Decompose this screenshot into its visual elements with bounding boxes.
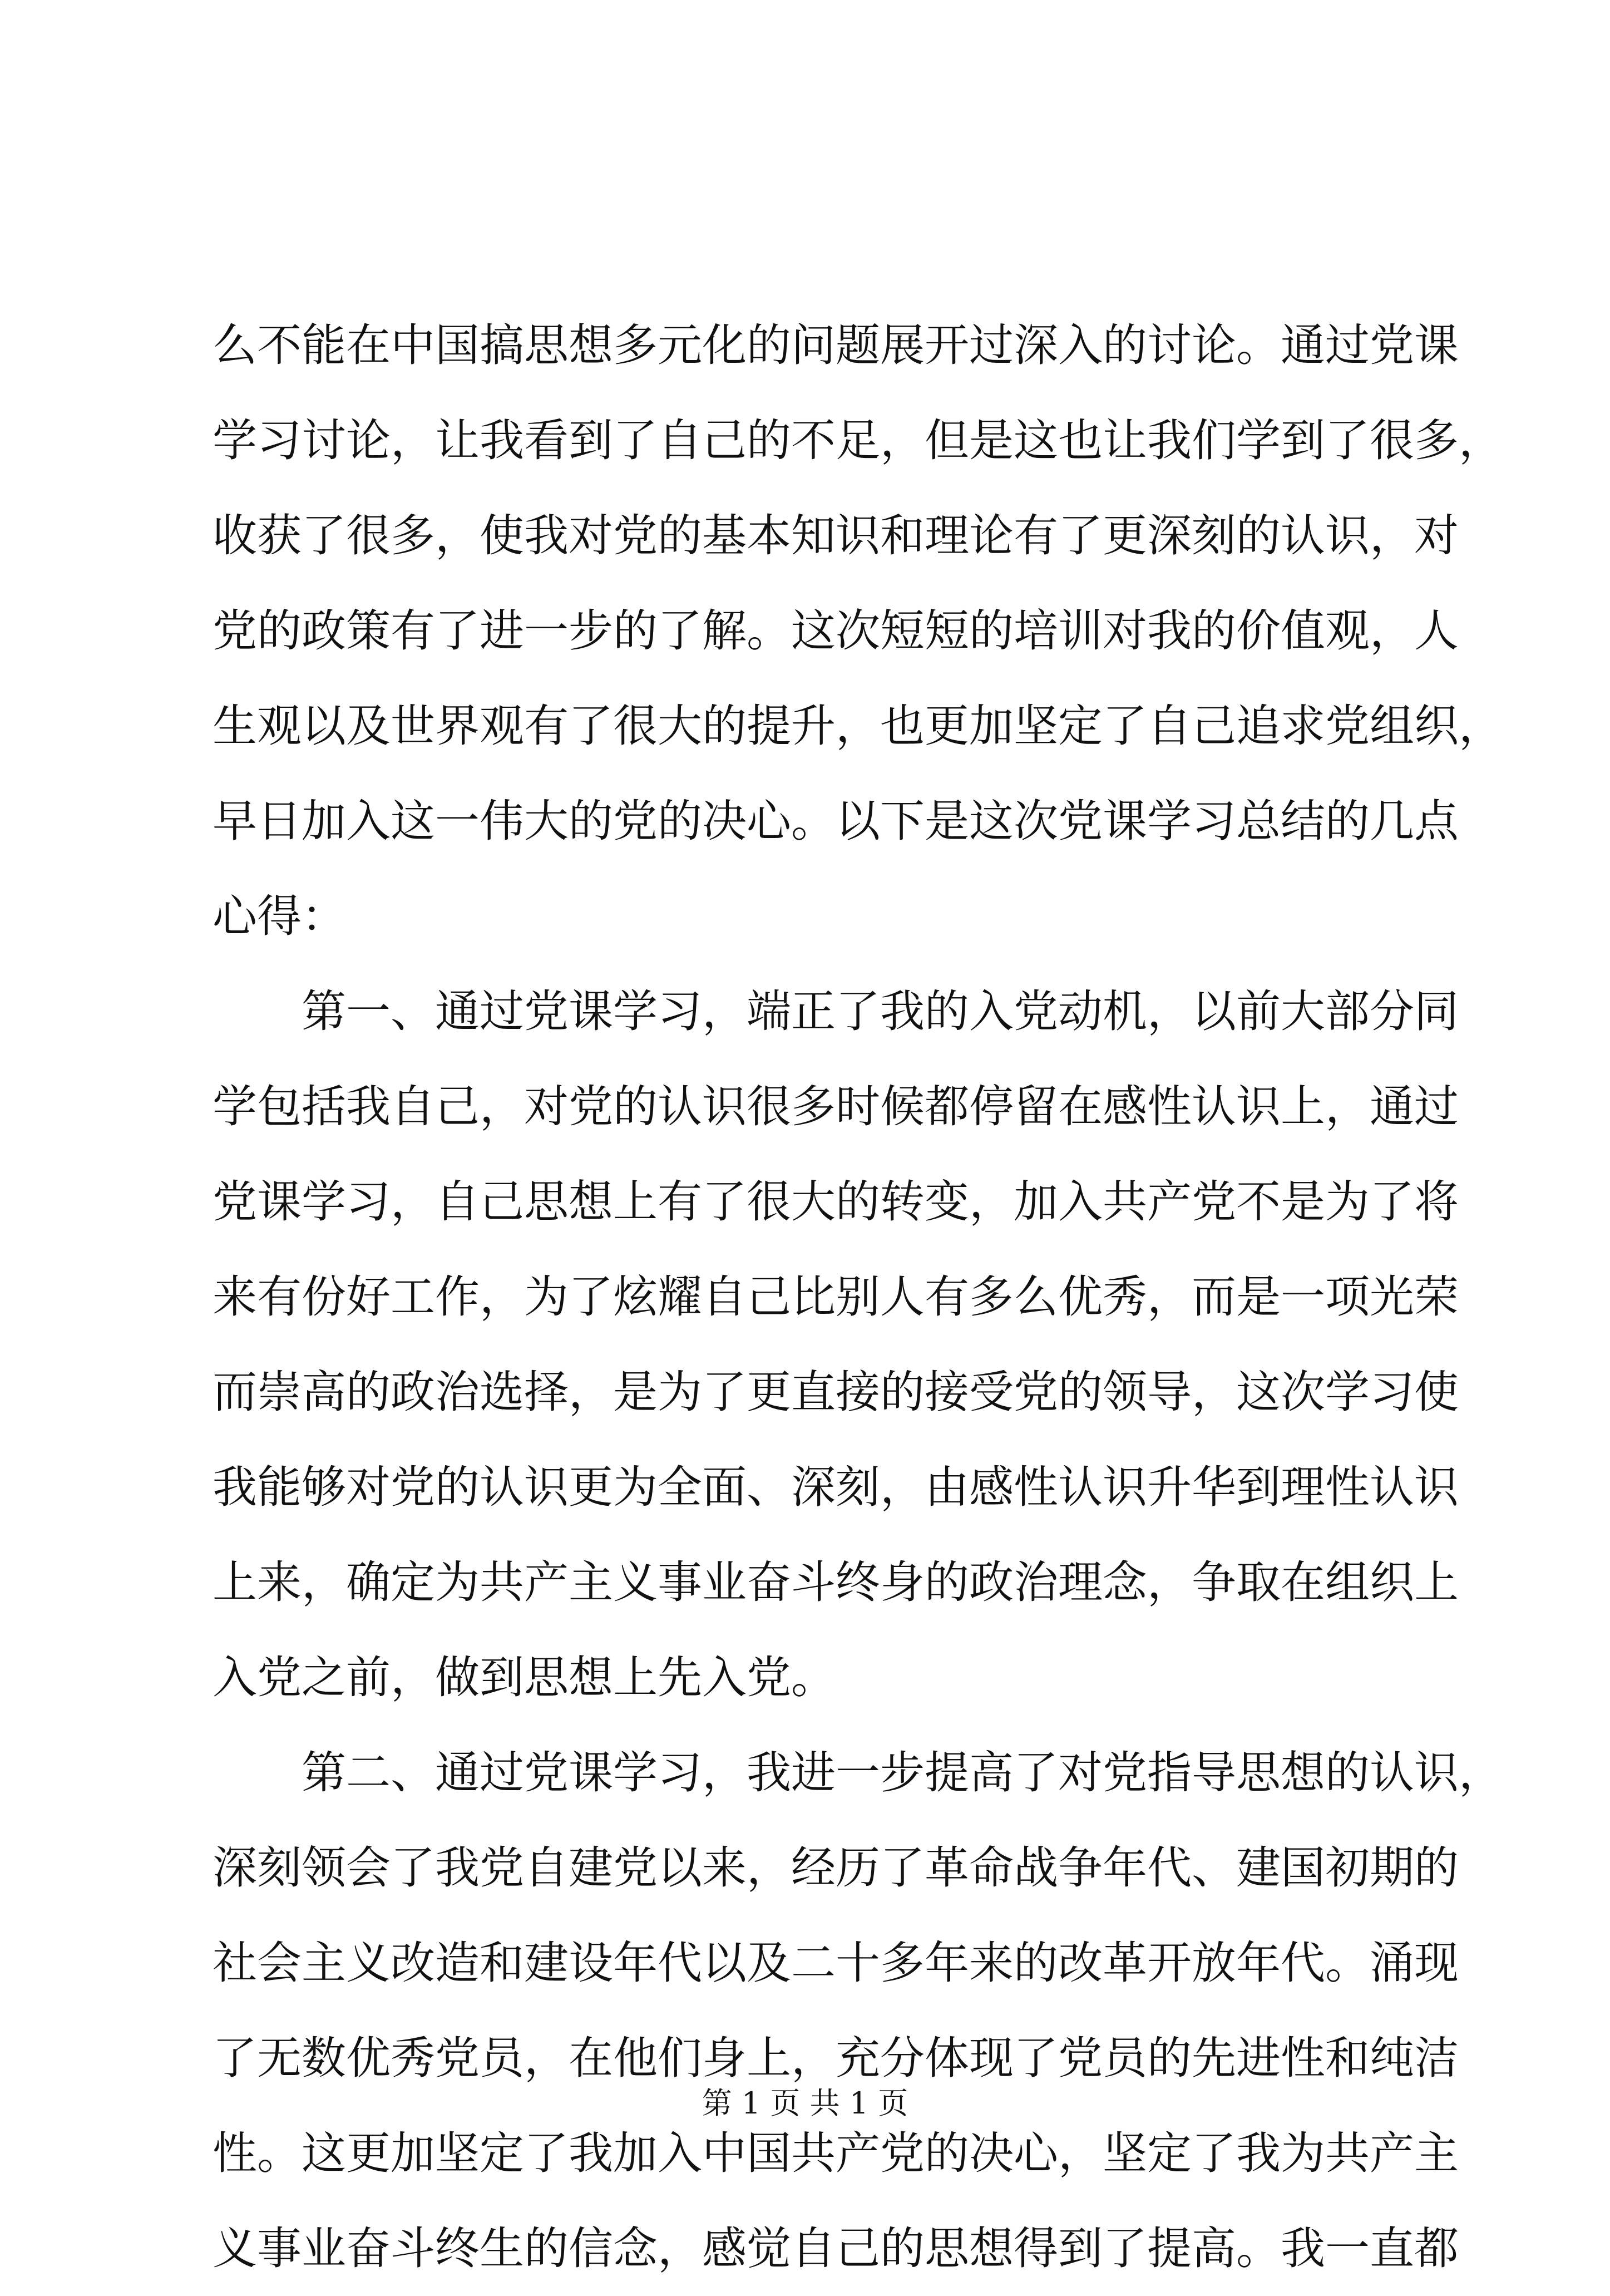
paragraph-first-line: 第一、通过党课学习，端正了我的入党动机，以前大部分同 — [213, 986, 1459, 1037]
text-line: 社会主义改造和建设年代以及二十多年来的改革开放年代。涌现 — [213, 1937, 1459, 1989]
text-line: 义事业奋斗终生的信念，感觉自己的思想得到了提高。我一直都 — [213, 2223, 1459, 2274]
text-line: 而崇高的政治选择，是为了更直接的接受党的领导，这次学习使 — [213, 1366, 1459, 1418]
page-number: 第 1 页 共 1 页 — [702, 2086, 908, 2121]
text-line: 收获了很多，使我对党的基本知识和理论有了更深刻的认识，对 — [213, 510, 1459, 561]
text-line: 深刻领会了我党自建党以来，经历了革命战争年代、建国初期的 — [213, 1842, 1459, 1894]
text-line: 入党之前，做到思想上先入党。 — [213, 1652, 836, 1703]
text-line: 党的政策有了进一步的了解。这次短短的培训对我的价值观，人 — [213, 605, 1459, 657]
text-line: 心得： — [213, 890, 346, 942]
text-line: 党课学习，自己思想上有了很大的转变，加入共产党不是为了将 — [213, 1176, 1459, 1228]
text-line: 生观以及世界观有了很大的提升，也更加坚定了自己追求党组织， — [213, 700, 1503, 752]
document-body — [213, 298, 1503, 2296]
text-line: 了无数优秀党员，在他们身上，充分体现了党员的先进性和纯洁 — [213, 2032, 1459, 2084]
text-line: 么不能在中国搞思想多元化的问题展开过深入的讨论。通过党课 — [213, 319, 1459, 371]
text-line: 早日加入这一伟大的党的决心。以下是这次党课学习总结的几点 — [213, 795, 1459, 847]
text-line: 上来，确定为共产主义事业奋斗终身的政治理念，争取在组织上 — [213, 1556, 1459, 1608]
text-line: 来有份好工作，为了炫耀自己比别人有多么优秀，而是一项光荣 — [213, 1271, 1459, 1323]
text-line: 性。这更加坚定了我加入中国共产党的决心，坚定了我为共产主 — [213, 2127, 1459, 2179]
text-line: 学包括我自己，对党的认识很多时候都停留在感性认识上，通过 — [213, 1081, 1459, 1132]
paragraph-first-line: 第二、通过党课学习，我进一步提高了对党指导思想的认识， — [213, 1747, 1503, 1799]
text-line: 学习讨论，让我看到了自己的不足，但是这也让我们学到了很多， — [213, 415, 1503, 466]
page-footer — [0, 2081, 1610, 2126]
text-line: 我能够对党的认识更为全面、深刻，由感性认识升华到理性认识 — [213, 1461, 1459, 1513]
